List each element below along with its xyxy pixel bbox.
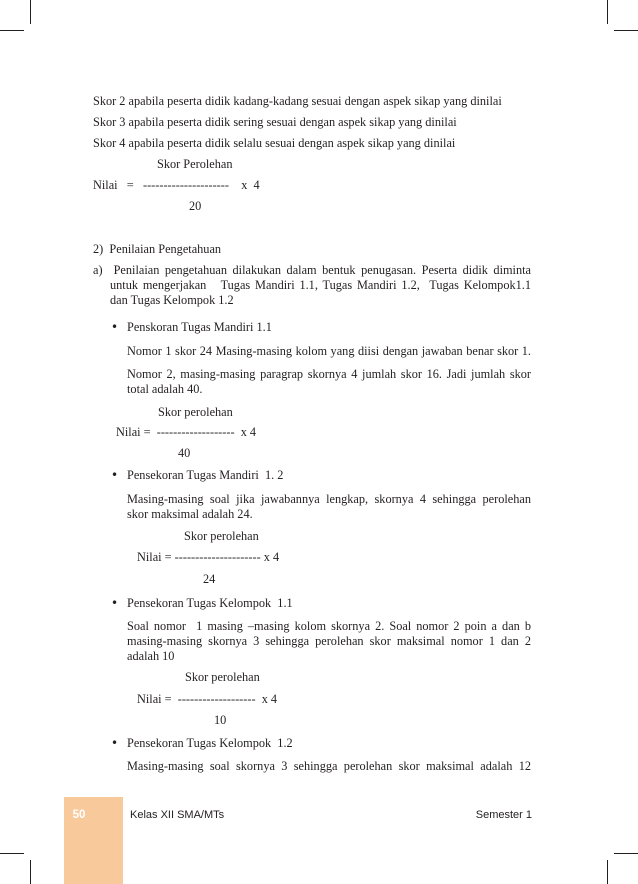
crop-mark-bottom-right-h	[614, 853, 638, 854]
item-4-bullet: •	[111, 736, 119, 750]
item-1-formula: Nilai = ------------------- x 4	[116, 425, 257, 439]
crop-mark-top-right-v	[607, 0, 608, 24]
crop-mark-top-left-h	[0, 30, 24, 31]
crop-mark-top-right-h	[614, 30, 638, 31]
crop-mark-bottom-right-v	[607, 860, 608, 884]
skor-4-line: Skor 4 apabila peserta didik selalu sesuai dengan aspek sikap yang dinilai	[93, 136, 456, 150]
item-1-denominator: 40	[178, 446, 191, 460]
skor-2-line: Skor 2 apabila peserta didik kadang-kadang sesuai dengan aspek sikap yang dinilai	[93, 94, 502, 108]
item-2-title: Pensekoran Tugas Mandiri 1. 2	[127, 468, 284, 482]
item-3-title: Pensekoran Tugas Kelompok 1.1	[127, 596, 293, 610]
item-1-line-1: Nomor 1 skor 24 Masing-masing kolom yang diisi dengan jawaban benar skor 1.	[127, 344, 531, 358]
item-3-formula: Nilai = ------------------- x 4	[137, 692, 278, 706]
item-2-line-2: skor maksimal adalah 24.	[127, 507, 253, 521]
item-1-title: Penskoran Tugas Mandiri 1.1	[127, 320, 272, 334]
crop-mark-top-left-v	[30, 0, 31, 24]
footer-book-title: Kelas XII SMA/MTs	[130, 809, 225, 821]
item-2-denominator: 24	[203, 572, 216, 586]
item-2-line-1: Masing-masing soal jika jawabannya lengkap, skornya 4 sehingga perolehan	[127, 492, 531, 506]
item-3-line-3: adalah 10	[127, 649, 175, 663]
crop-mark-bottom-left-v	[30, 860, 31, 884]
item-2-numerator: Skor perolehan	[184, 529, 259, 543]
item-2-bullet: •	[111, 468, 119, 482]
formula-1-line: Nilai = --------------------- x 4	[93, 178, 260, 192]
item-1-bullet: •	[111, 320, 119, 334]
item-1-numerator: Skor perolehan	[158, 405, 233, 419]
page-number: 50	[72, 809, 86, 821]
item-3-numerator: Skor perolehan	[185, 670, 260, 684]
footer-semester: Semester 1	[475, 809, 532, 821]
item-1-line-2: Nomor 2, masing-masing paragrap skornya 4 jumlah skor 16. Jadi jumlah skor	[127, 367, 531, 381]
formula-1-numerator: Skor Perolehan	[157, 157, 233, 171]
para-a-line-2: untuk mengerjakan Tugas Mandiri 1.1, Tugas Mandiri 1.2, Tugas Kelompok1.1	[110, 278, 531, 292]
item-3-line-2: masing-masing skornya 3 sehingga perolehan skor maksimal nomor 1 dan 2	[127, 634, 531, 648]
crop-mark-bottom-left-h	[0, 853, 24, 854]
item-3-bullet: •	[111, 596, 119, 610]
item-4-title: Pensekoran Tugas Kelompok 1.2	[127, 736, 293, 750]
para-a-line-3: dan Tugas Kelompok 1.2	[110, 293, 234, 307]
item-3-denominator: 10	[214, 713, 227, 727]
para-a-line-1: a) Penilaian pengetahuan dilakukan dalam bentuk penugasan. Peserta didik diminta	[93, 263, 531, 277]
section-2-heading: 2) Penilaian Pengetahuan	[93, 242, 222, 256]
skor-3-line: Skor 3 apabila peserta didik sering sesuai dengan aspek sikap yang dinilai	[93, 115, 457, 129]
item-2-formula: Nilai = --------------------- x 4	[137, 550, 280, 564]
item-4-line-1: Masing-masing soal skornya 3 sehingga perolehan skor maksimal adalah 12	[127, 759, 531, 773]
item-3-line-1: Soal nomor 1 masing –masing kolom skornya 2. Soal nomor 2 poin a dan b	[127, 619, 531, 633]
item-1-line-3: total adalah 40.	[127, 382, 203, 396]
formula-1-denominator: 20	[189, 199, 202, 213]
